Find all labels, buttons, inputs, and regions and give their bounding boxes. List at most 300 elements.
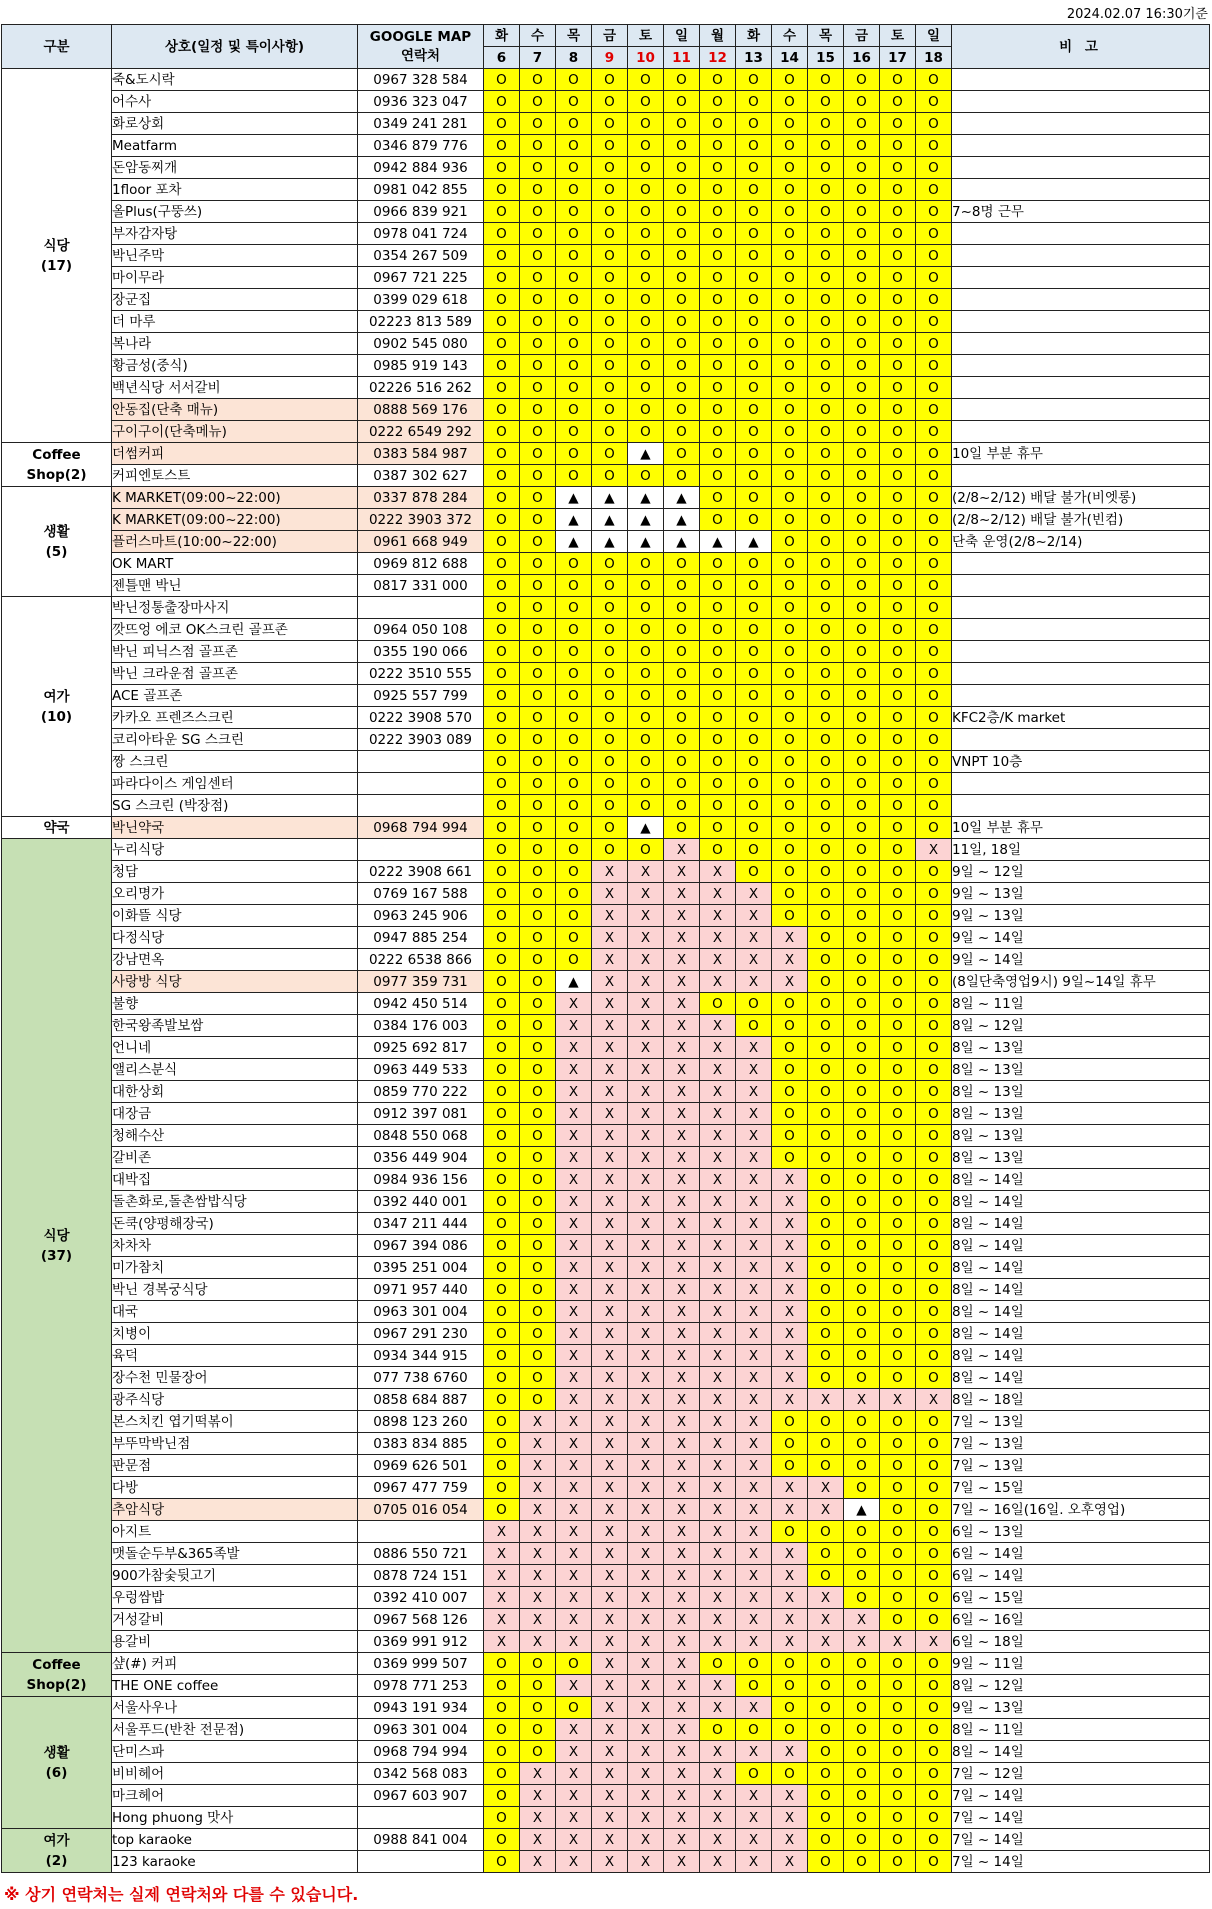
business-name: 비비헤어 [112, 1763, 358, 1785]
status-closed: X [484, 1587, 520, 1609]
status-open: O [916, 619, 952, 641]
status-open: O [880, 1015, 916, 1037]
business-name: 카카오 프렌즈스크린 [112, 707, 358, 729]
status-open: O [880, 553, 916, 575]
status-open: O [736, 663, 772, 685]
status-open: O [844, 597, 880, 619]
status-closed: X [664, 971, 700, 993]
status-closed: X [520, 1499, 556, 1521]
status-open: O [772, 553, 808, 575]
status-closed: X [736, 883, 772, 905]
status-closed: X [592, 1499, 628, 1521]
status-open: O [808, 509, 844, 531]
status-open: O [484, 993, 520, 1015]
status-closed: X [772, 1257, 808, 1279]
status-open: O [844, 1015, 880, 1037]
status-open: O [520, 1191, 556, 1213]
status-closed: X [700, 1697, 736, 1719]
status-closed: X [664, 1103, 700, 1125]
status-open: O [484, 487, 520, 509]
status-open: O [844, 267, 880, 289]
status-open: O [484, 1015, 520, 1037]
status-open: O [484, 575, 520, 597]
status-closed: X [700, 1235, 736, 1257]
status-open: O [556, 465, 592, 487]
status-open: O [844, 1565, 880, 1587]
table-row [2, 1455, 1210, 1477]
contact-phone: 0383 584 987 [358, 443, 484, 465]
status-closed: X [700, 1851, 736, 1873]
status-open: O [520, 641, 556, 663]
status-closed: X [700, 1169, 736, 1191]
remarks-cell: 9일 ~ 13일 [952, 1697, 1210, 1719]
status-open: O [880, 201, 916, 223]
status-open: O [628, 751, 664, 773]
status-open: O [700, 795, 736, 817]
schedule-table [1, 24, 1210, 1873]
status-closed: X [592, 1213, 628, 1235]
business-name: 청담 [112, 861, 358, 883]
status-closed: X [808, 1389, 844, 1411]
table-row [2, 817, 1210, 839]
status-open: O [844, 575, 880, 597]
status-open: O [628, 179, 664, 201]
status-open: O [916, 1323, 952, 1345]
remarks-cell: 8일 ~ 13일 [952, 1081, 1210, 1103]
status-open: O [880, 1609, 916, 1631]
status-open: O [808, 575, 844, 597]
contact-phone: 02223 813 589 [358, 311, 484, 333]
status-closed: X [736, 1169, 772, 1191]
status-closed: X [664, 905, 700, 927]
business-name: 오리명가 [112, 883, 358, 905]
remarks-cell [952, 421, 1210, 443]
status-open: O [880, 421, 916, 443]
status-open: O [484, 1719, 520, 1741]
status-open: O [520, 773, 556, 795]
status-open: O [844, 1785, 880, 1807]
status-closed: X [628, 1389, 664, 1411]
status-open: O [664, 663, 700, 685]
status-closed: X [736, 1631, 772, 1653]
status-closed: X [664, 1257, 700, 1279]
header-weekday: 일 [916, 25, 952, 47]
status-open: O [844, 1741, 880, 1763]
status-open: O [484, 817, 520, 839]
contact-phone: 0968 794 994 [358, 1741, 484, 1763]
business-name: 서울푸드(반찬 전문점) [112, 1719, 358, 1741]
status-closed: X [520, 1543, 556, 1565]
status-open: O [628, 839, 664, 861]
business-name: 육덕 [112, 1345, 358, 1367]
status-open: O [736, 113, 772, 135]
remarks-cell: 8일 ~ 14일 [952, 1169, 1210, 1191]
status-open: O [700, 69, 736, 91]
status-closed: X [628, 1433, 664, 1455]
status-open: O [484, 1697, 520, 1719]
table-row [2, 1851, 1210, 1873]
status-open: O [916, 707, 952, 729]
status-open: O [772, 69, 808, 91]
status-open: O [628, 597, 664, 619]
status-closed: X [772, 1565, 808, 1587]
status-open: O [664, 707, 700, 729]
header-date: 11 [664, 47, 700, 69]
table-row [2, 1829, 1210, 1851]
status-closed: X [556, 1147, 592, 1169]
status-open: O [916, 1697, 952, 1719]
status-open: O [628, 355, 664, 377]
status-open: O [844, 707, 880, 729]
status-partial: ▲ [628, 531, 664, 553]
remarks-cell: 8일 ~ 14일 [952, 1257, 1210, 1279]
status-open: O [664, 773, 700, 795]
status-closed: X [700, 1213, 736, 1235]
contact-phone: 0858 684 887 [358, 1389, 484, 1411]
status-open: O [844, 1169, 880, 1191]
status-open: O [520, 1345, 556, 1367]
status-open: O [808, 201, 844, 223]
status-open: O [664, 465, 700, 487]
status-open: O [520, 1323, 556, 1345]
status-open: O [844, 1323, 880, 1345]
status-open: O [880, 861, 916, 883]
status-open: O [916, 1763, 952, 1785]
status-closed: X [520, 1411, 556, 1433]
business-name: 박닌약국 [112, 817, 358, 839]
status-open: O [880, 1829, 916, 1851]
status-open: O [844, 245, 880, 267]
status-open: O [772, 619, 808, 641]
status-open: O [484, 333, 520, 355]
status-closed: X [520, 1851, 556, 1873]
business-name: 깟뜨엉 에코 OK스크린 골프존 [112, 619, 358, 641]
status-closed: X [700, 949, 736, 971]
category-cell: 여가 (2) [2, 1829, 112, 1873]
status-open: O [844, 135, 880, 157]
status-open: O [520, 531, 556, 553]
status-open: O [880, 1477, 916, 1499]
status-open: O [772, 399, 808, 421]
status-open: O [880, 135, 916, 157]
status-open: O [880, 641, 916, 663]
business-name: 박닌주막 [112, 245, 358, 267]
status-open: O [808, 355, 844, 377]
business-name: top karaoke [112, 1829, 358, 1851]
status-closed: X [664, 1191, 700, 1213]
table-row [2, 179, 1210, 201]
status-open: O [880, 1147, 916, 1169]
remarks-cell: 9일 ~ 11일 [952, 1653, 1210, 1675]
status-open: O [736, 773, 772, 795]
status-open: O [592, 135, 628, 157]
status-open: O [808, 641, 844, 663]
remarks-cell: (2/8~2/12) 배달 불가(빈컴) [952, 509, 1210, 531]
business-name: 판문점 [112, 1455, 358, 1477]
status-open: O [880, 1059, 916, 1081]
status-closed: X [592, 1829, 628, 1851]
status-open: O [484, 1851, 520, 1873]
status-open: O [880, 575, 916, 597]
status-open: O [484, 839, 520, 861]
table-row [2, 729, 1210, 751]
status-open: O [736, 993, 772, 1015]
status-closed: X [520, 1587, 556, 1609]
contact-phone [358, 1851, 484, 1873]
business-name: 우렁쌈밥 [112, 1587, 358, 1609]
contact-phone: 0888 569 176 [358, 399, 484, 421]
business-name: 황금성(중식) [112, 355, 358, 377]
status-open: O [484, 1829, 520, 1851]
status-open: O [916, 113, 952, 135]
status-closed: X [736, 1125, 772, 1147]
status-closed: X [664, 1631, 700, 1653]
remarks-cell: 8일 ~ 13일 [952, 1059, 1210, 1081]
status-open: O [808, 1851, 844, 1873]
status-open: O [520, 883, 556, 905]
status-open: O [520, 905, 556, 927]
header-date: 16 [844, 47, 880, 69]
status-open: O [700, 1653, 736, 1675]
status-closed: X [628, 1565, 664, 1587]
status-open: O [808, 1433, 844, 1455]
status-open: O [880, 509, 916, 531]
status-open: O [736, 839, 772, 861]
business-name: 이화뜰 식당 [112, 905, 358, 927]
status-closed: X [700, 1389, 736, 1411]
status-open: O [844, 1125, 880, 1147]
contact-phone: 0947 885 254 [358, 927, 484, 949]
status-closed: X [628, 1829, 664, 1851]
status-open: O [484, 223, 520, 245]
status-open: O [808, 399, 844, 421]
status-open: O [808, 1147, 844, 1169]
status-open: O [916, 91, 952, 113]
contact-phone: 0337 878 284 [358, 487, 484, 509]
status-open: O [808, 157, 844, 179]
status-open: O [736, 817, 772, 839]
status-open: O [700, 839, 736, 861]
status-closed: X [556, 1191, 592, 1213]
business-name: 마크헤어 [112, 1785, 358, 1807]
table-row [2, 311, 1210, 333]
status-open: O [844, 905, 880, 927]
status-open: O [592, 201, 628, 223]
status-open: O [484, 179, 520, 201]
status-open: O [916, 641, 952, 663]
status-open: O [556, 1697, 592, 1719]
status-open: O [916, 1279, 952, 1301]
contact-phone: 0963 301 004 [358, 1301, 484, 1323]
header-weekday: 화 [484, 25, 520, 47]
status-open: O [700, 399, 736, 421]
status-closed: X [664, 1807, 700, 1829]
status-closed: X [700, 1103, 736, 1125]
status-open: O [808, 377, 844, 399]
business-name: 청해수산 [112, 1125, 358, 1147]
status-open: O [664, 685, 700, 707]
status-closed: X [736, 1807, 772, 1829]
status-closed: X [556, 1477, 592, 1499]
status-open: O [628, 575, 664, 597]
status-open: O [484, 377, 520, 399]
status-closed: X [736, 1323, 772, 1345]
status-open: O [916, 663, 952, 685]
business-name: 용갈비 [112, 1631, 358, 1653]
category-cell: 식당 (17) [2, 69, 112, 443]
remarks-cell: 단축 운영(2/8~2/14) [952, 531, 1210, 553]
status-open: O [556, 113, 592, 135]
status-closed: X [844, 1631, 880, 1653]
status-open: O [844, 1411, 880, 1433]
status-open: O [664, 399, 700, 421]
status-open: O [808, 1125, 844, 1147]
status-closed: X [916, 1389, 952, 1411]
status-open: O [592, 69, 628, 91]
status-closed: X [592, 1455, 628, 1477]
contact-phone: 0971 957 440 [358, 1279, 484, 1301]
header-weekday: 월 [700, 25, 736, 47]
table-row [2, 1565, 1210, 1587]
status-open: O [880, 751, 916, 773]
status-open: O [880, 949, 916, 971]
status-open: O [772, 91, 808, 113]
status-open: O [808, 1345, 844, 1367]
status-open: O [484, 289, 520, 311]
status-closed: X [556, 1631, 592, 1653]
status-closed: X [736, 1785, 772, 1807]
status-open: O [772, 685, 808, 707]
status-open: O [808, 179, 844, 201]
status-open: O [484, 795, 520, 817]
status-open: O [664, 575, 700, 597]
status-open: O [772, 1037, 808, 1059]
status-open: O [520, 1103, 556, 1125]
status-closed: X [736, 1741, 772, 1763]
status-closed: X [556, 1345, 592, 1367]
status-open: O [664, 553, 700, 575]
status-open: O [808, 1411, 844, 1433]
header-weekday: 토 [628, 25, 664, 47]
table-row [2, 267, 1210, 289]
status-open: O [700, 113, 736, 135]
status-open: O [556, 861, 592, 883]
contact-phone [358, 751, 484, 773]
status-open: O [520, 1279, 556, 1301]
status-open: O [520, 971, 556, 993]
status-closed: X [772, 1389, 808, 1411]
status-closed: X [772, 1279, 808, 1301]
status-open: O [844, 553, 880, 575]
status-open: O [592, 91, 628, 113]
contact-phone: 0384 176 003 [358, 1015, 484, 1037]
status-open: O [520, 553, 556, 575]
status-closed: X [664, 1323, 700, 1345]
status-open: O [808, 421, 844, 443]
contact-phone: 0222 3908 661 [358, 861, 484, 883]
status-open: O [808, 135, 844, 157]
status-open: O [844, 795, 880, 817]
table-row [2, 641, 1210, 663]
status-open: O [736, 69, 772, 91]
status-open: O [484, 91, 520, 113]
status-closed: X [592, 1763, 628, 1785]
remarks-cell: 6일 ~ 14일 [952, 1565, 1210, 1587]
status-closed: X [484, 1521, 520, 1543]
status-closed: X [664, 1455, 700, 1477]
status-open: O [844, 861, 880, 883]
status-closed: X [592, 1521, 628, 1543]
status-open: O [556, 795, 592, 817]
status-closed: X [700, 1125, 736, 1147]
table-row [2, 1169, 1210, 1191]
status-open: O [916, 245, 952, 267]
contact-phone: 0943 191 934 [358, 1697, 484, 1719]
status-open: O [592, 773, 628, 795]
status-open: O [484, 1499, 520, 1521]
remarks-cell [952, 113, 1210, 135]
status-open: O [664, 751, 700, 773]
status-closed: X [556, 1719, 592, 1741]
status-open: O [556, 641, 592, 663]
status-open: O [556, 421, 592, 443]
status-closed: X [772, 1499, 808, 1521]
table-row [2, 993, 1210, 1015]
status-open: O [736, 399, 772, 421]
business-name: 장수천 민물장어 [112, 1367, 358, 1389]
status-open: O [520, 421, 556, 443]
status-open: O [628, 619, 664, 641]
status-open: O [772, 531, 808, 553]
status-open: O [520, 1147, 556, 1169]
table-row [2, 1411, 1210, 1433]
status-open: O [664, 333, 700, 355]
contact-phone: 0925 692 817 [358, 1037, 484, 1059]
remarks-cell [952, 795, 1210, 817]
business-name: 화로상회 [112, 113, 358, 135]
business-name: 대박집 [112, 1169, 358, 1191]
status-closed: X [700, 1147, 736, 1169]
remarks-cell [952, 663, 1210, 685]
table-row [2, 1719, 1210, 1741]
status-open: O [880, 729, 916, 751]
status-open: O [844, 685, 880, 707]
status-open: O [664, 729, 700, 751]
contact-phone: 0912 397 081 [358, 1103, 484, 1125]
status-open: O [592, 355, 628, 377]
remarks-cell: 7일 ~ 15일 [952, 1477, 1210, 1499]
status-open: O [808, 1521, 844, 1543]
status-open: O [592, 795, 628, 817]
status-partial: ▲ [556, 531, 592, 553]
status-open: O [844, 1697, 880, 1719]
status-closed: X [628, 1521, 664, 1543]
status-open: O [880, 707, 916, 729]
status-open: O [916, 135, 952, 157]
status-open: O [916, 421, 952, 443]
table-row [2, 69, 1210, 91]
status-open: O [916, 179, 952, 201]
status-closed: X [628, 1807, 664, 1829]
table-row [2, 201, 1210, 223]
status-closed: X [556, 1125, 592, 1147]
status-closed: X [628, 949, 664, 971]
remarks-cell: KFC2층/K market [952, 707, 1210, 729]
status-closed: X [592, 1741, 628, 1763]
status-open: O [808, 905, 844, 927]
status-open: O [664, 113, 700, 135]
status-closed: X [664, 861, 700, 883]
